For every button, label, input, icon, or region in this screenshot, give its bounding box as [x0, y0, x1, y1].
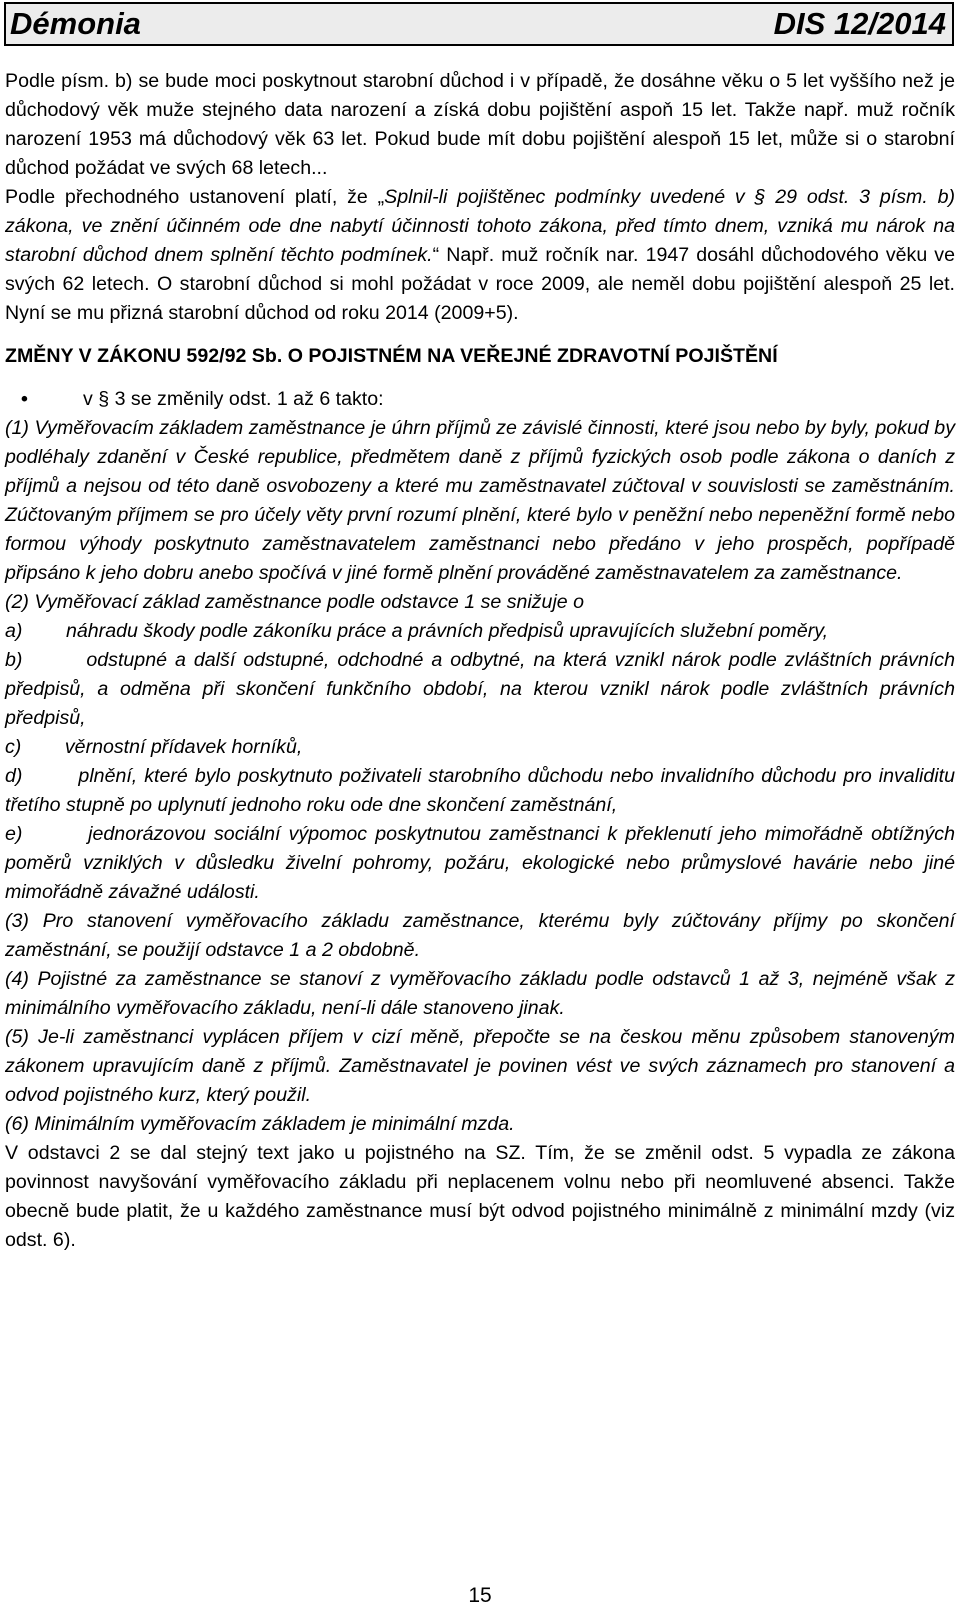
- page-number: 15: [468, 1584, 492, 1607]
- clause-2c: c) věrnostní přídavek horníků,: [5, 736, 303, 758]
- transitional-quote: Splnil-li pojištěnec podmínky uvedené v § 29 odst. 3 písm. b) zákona, ve znění účinném ode dne nabytí účinnosti tohoto zákona, před tímto dnem, vzniká mu nárok na starobní důchod dnem splnění těchto podmínek.: [5, 186, 956, 266]
- bullet-text: v § 3 se změnily odst. 1 až 6 takto:: [83, 388, 384, 410]
- paragraph-intro: Podle písm. b) se bude moci poskytnout starobní důchod i v případě, že dosáhne věku o 5 let vyššího než je důchodový věk muže stejného data narození a získá dobu pojištění aspoň 15 let. Takže např. muž ročník narození 1953 má důchodový věk 63 let. Pokud bude mít dobu pojištění alespoň 15 let, může si o starobní důchod požádat ve svých 68 letech...: [5, 70, 955, 179]
- clause-2e: e) jednorázovou sociální výpomoc poskytnutou zaměstnanci k překlenutí jeho mimořádně obtížných poměrů vzniklých v důsledku živelní pohromy, požáru, ekologické nebo průmyslové havárie nebo jiné mimořádně závažné události.: [5, 823, 960, 903]
- clause-5: (5) Je-li zaměstnanci vyplácen příjem v cizí měně, přepočte se na českou měnu způsobem stanoveným zákonem upravujícím daně z příjmů. Zaměstnavatel je povinen vést ve svých záznamech pro stanovení a odvod pojistného kurz, který použil.: [5, 1026, 955, 1106]
- transitional-close-quote: “: [432, 244, 447, 266]
- clause-2b: b) odstupné a další odstupné, odchodné a odbytné, na která vznikl nárok podle zvláštních právních předpisů, a odměna při skončení funkčního období, na kterou vznikl nárok podle zvláštních právních předpisů,: [5, 649, 960, 729]
- transitional-lead: Podle přechodného ustanovení platí, že „: [5, 186, 385, 208]
- header-title: Démonia: [10, 6, 141, 41]
- bullet-item: [5, 385, 955, 414]
- document-body: [5, 67, 960, 1255]
- clause-1: (1) Vyměřovacím základem zaměstnance je úhrn příjmů ze závislé činnosti, které jsou nebo by byly, pokud by podléhaly zdanění v České republice, předmětem daně z příjmů fyzických osob podle zákona o daních z příjmů a nejsou od této daně osvobozeny a které mu zaměstnavatel zúčtoval v souvislosti se zaměstnáním. Zúčtovaným příjmem se pro účely věty první rozumí plnění, které bylo v peněžní nebo nepeněžní formě nebo formou výhody poskytnuto zaměstnavatelem zaměstnanci nebo předáno v jeho prospěch, popřípadě připsáno k jeho dobru anebo spočívá v jiné formě plnění prováděné zaměstnavatelem za zaměstnance.: [5, 417, 955, 584]
- section-heading: ZMĚNY V ZÁKONU 592/92 Sb. O POJISTNÉM NA VEŘEJNÉ ZDRAVOTNÍ POJIŠTĚNÍ: [5, 345, 778, 367]
- transitional-example: Např. muž ročník nar. 1947 dosáhl důchodového věku ve svých 62 letech. O starobní důchod si mohl požádat v roce 2009, ale neměl dobu pojištění alespoň 25 let. Nyní se mu přizná starobní důchod od roku 2014 (2009+5).: [5, 244, 956, 324]
- clause-2a: a) náhradu škody podle zákoníku práce a právních předpisů upravujících služební poměry,: [5, 620, 829, 642]
- header-issue: DIS 12/2014: [773, 6, 946, 41]
- clause-3: (3) Pro stanovení vyměřovacího základu zaměstnance, kterému byly zúčtovány příjmy po skončení zaměstnání, se použijí odstavce 1 a 2 obdobně.: [5, 910, 955, 961]
- paragraph-conclusion: V odstavci 2 se dal stejný text jako u pojistného na SZ. Tím, že se změnil odst. 5 vypadla ze zákona povinnost navyšování vyměřovacího základu při neplacenem volnu nebo při neomluvené absenci. Takže obecně bude platit, že u každého zaměstnance musí být odvod pojistného minimálně z minimální mzdy (viz odst. 6).: [5, 1142, 955, 1251]
- clause-2d: d) plnění, které bylo poskytnuto poživateli starobního důchodu nebo invalidního důchodu pro invaliditu třetího stupně po uplynutí jednoho roku ode dne skončení zaměstnání,: [5, 765, 960, 816]
- page-header: [4, 2, 954, 46]
- clause-4: (4) Pojistné za zaměstnance se stanoví z vyměřovacího základu podle odstavců 1 až 3, nejméně však z minimálního vyměřovacího základu, není-li dále stanoveno jinak.: [5, 968, 955, 1019]
- clause-2: (2) Vyměřovací základ zaměstnance podle odstavce 1 se snižuje o: [5, 591, 585, 613]
- bullet-icon: •: [21, 388, 28, 410]
- paragraph-transitional: [5, 183, 955, 328]
- clause-6: (6) Minimálním vyměřovacím základem je minimální mzda.: [5, 1113, 515, 1135]
